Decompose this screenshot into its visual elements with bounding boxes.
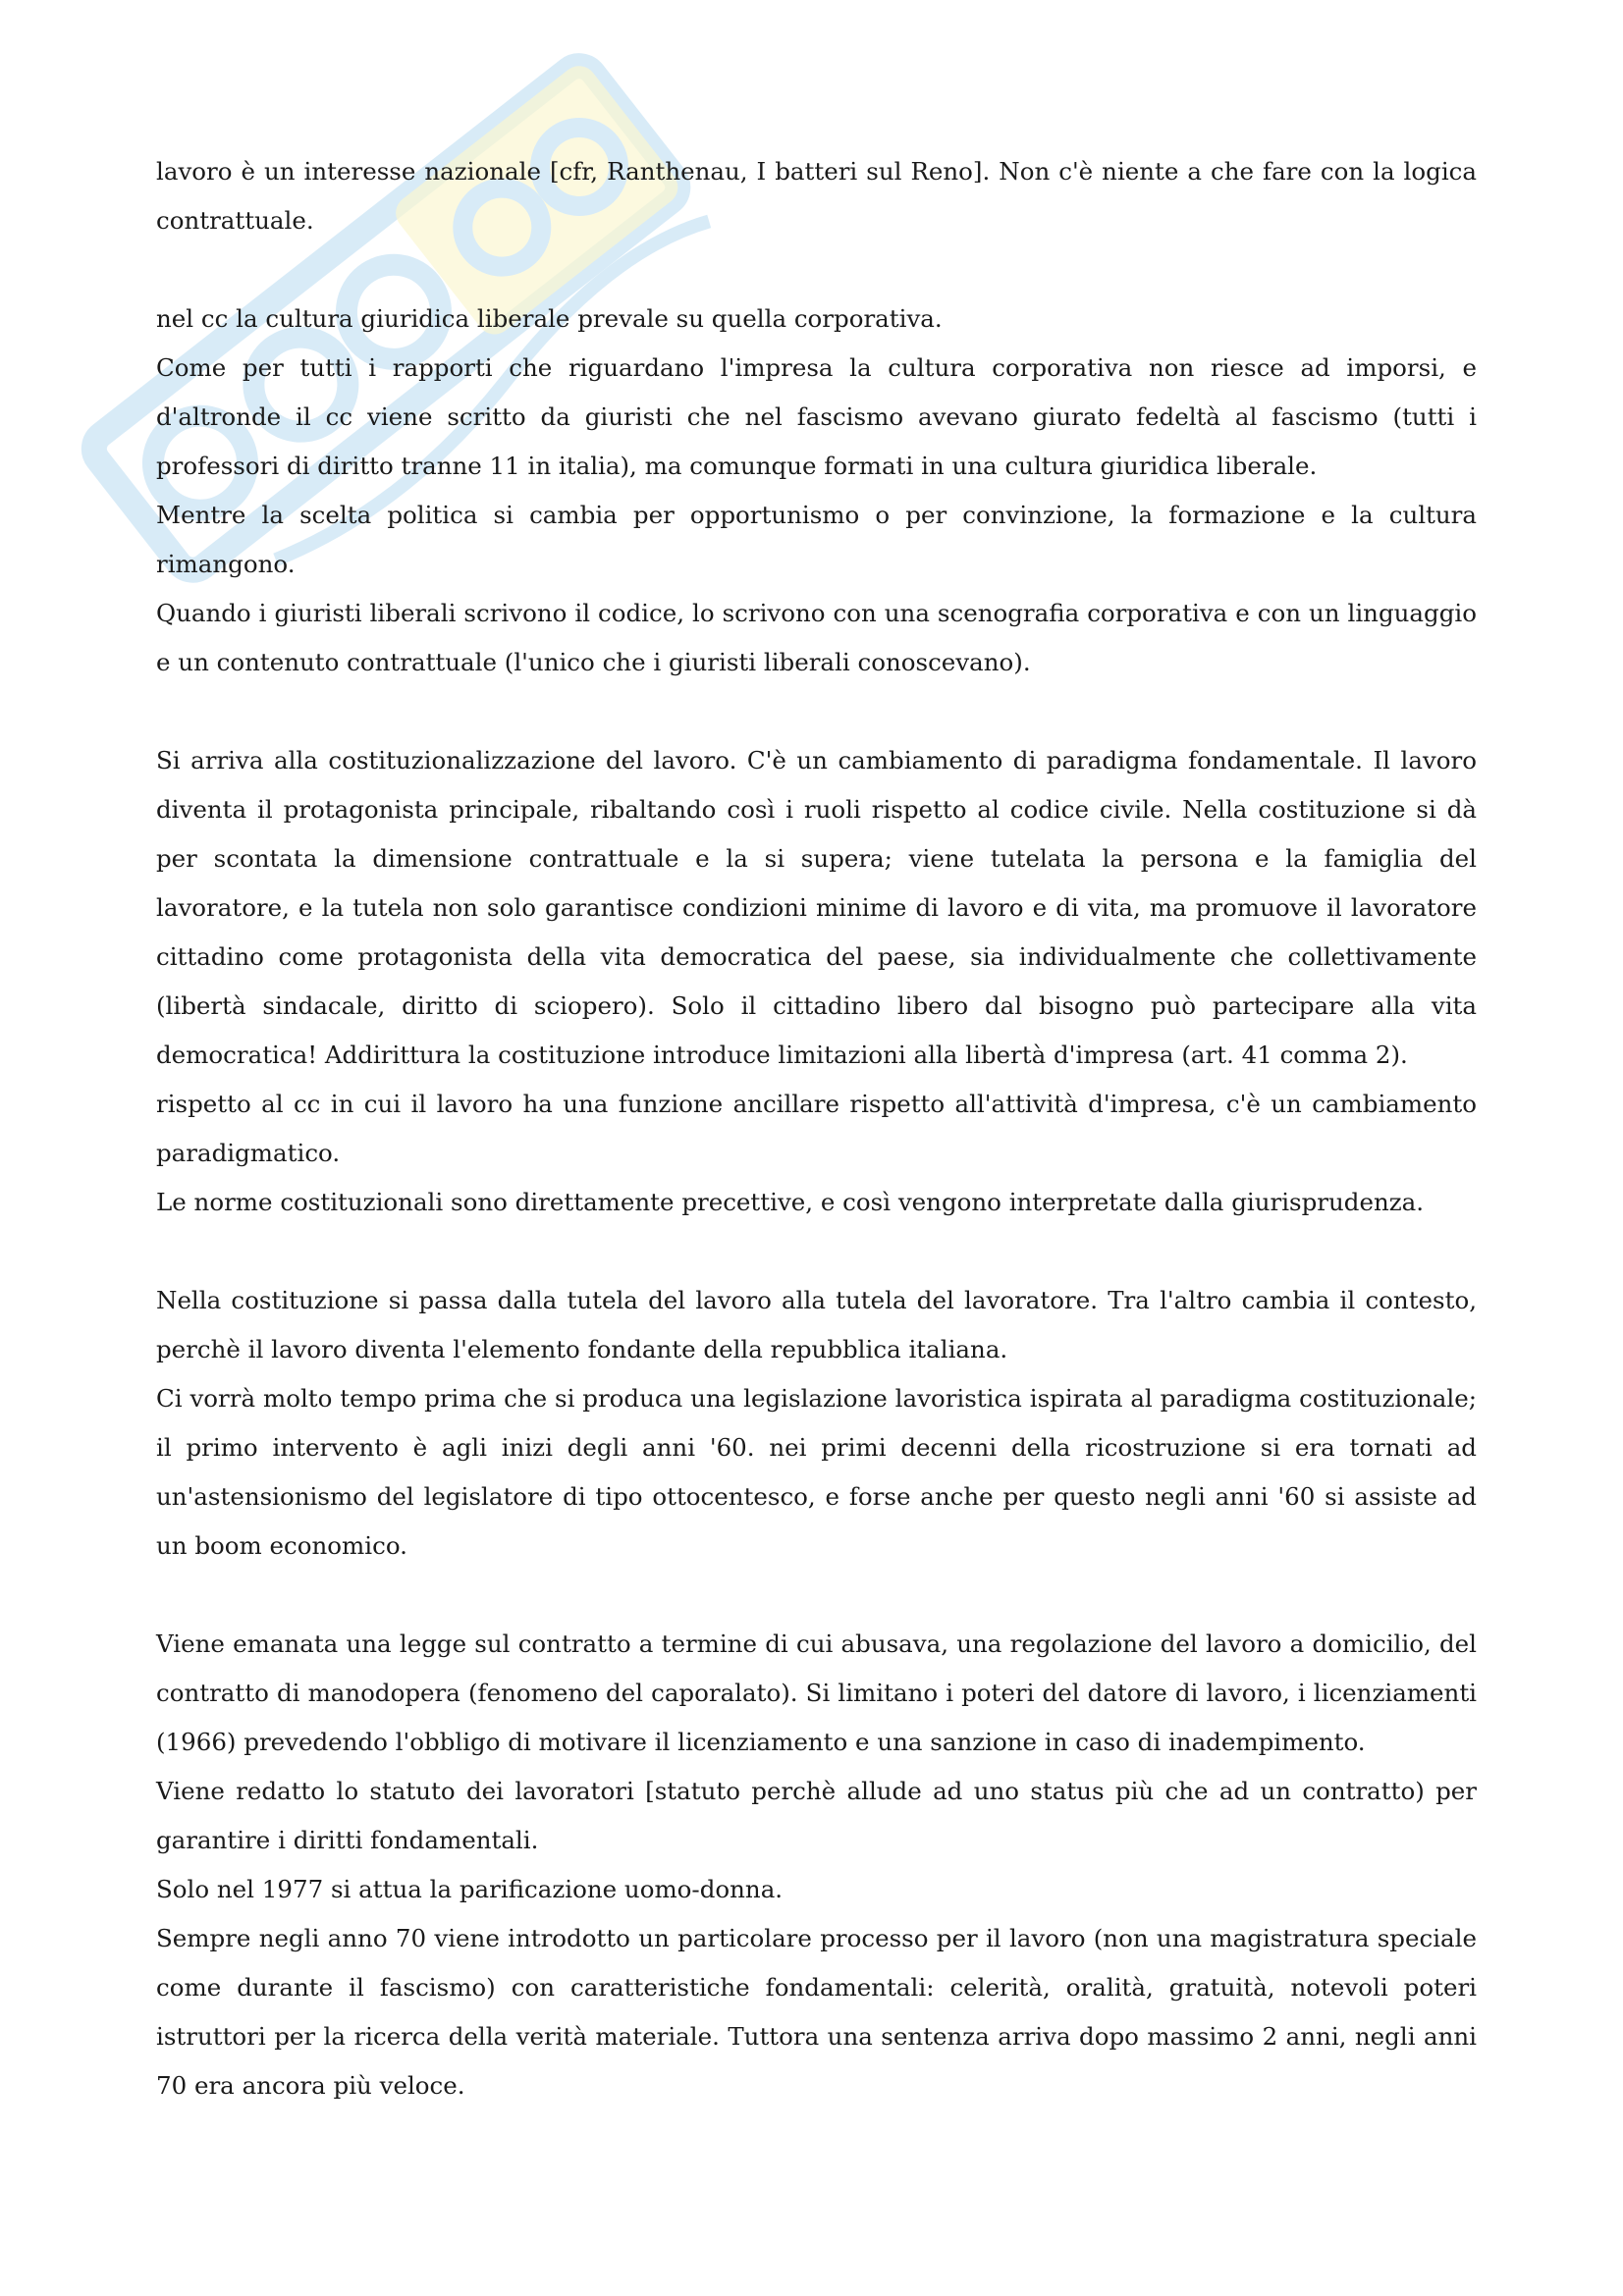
paragraph-gap — [156, 1227, 1477, 1276]
paragraph: Quando i giuristi liberali scrivono il codice, lo scrivono con una scenografia corporativa e con un linguaggio e un contenuto contrattuale (l'unico che i giuristi liberali conoscevano). — [156, 599, 1477, 676]
paragraph: Ci vorrà molto tempo prima che si produca una legislazione lavoristica ispirata al paradigma costituzionale; il primo intervento è agli inizi degli anni '60. nei primi decenni della ricostruzione si era tornati ad un'astensionismo del legislatore di tipo ottocentesco, e forse anche per questo negli anni '60 si assiste ad un boom economico. — [156, 1384, 1477, 1560]
paragraph: Viene emanata una legge sul contratto a termine di cui abusava, una regolazione del lavoro a domicilio, del contratto di manodopera (fenomeno del caporalato). Si limitano i poteri del datore di lavoro, i licenziamenti (1966) prevedendo l'obbligo di motivare il licenziamento e una sanzione in caso di inadempimento. — [156, 1629, 1477, 1756]
paragraph: Solo nel 1977 si attua la parificazione uomo-donna. — [156, 1875, 784, 1903]
paragraph: Sempre negli anno 70 viene introdotto un particolare processo per il lavoro (non una magistratura speciale come durante il fascismo) con caratteristiche fondamentali: celerità, oralità, gratuità, notevoli poteri istruttori per la ricerca della verità materiale. Tuttora una sentenza arriva dopo massimo 2 anni, negli anni 70 era ancora più veloce. — [156, 1924, 1477, 2100]
paragraph-gap — [156, 687, 1477, 736]
paragraph: nel cc la cultura giuridica liberale prevale su quella corporativa. — [156, 304, 943, 333]
paragraph: lavoro è un interesse nazionale [cfr, Ranthenau, I batteri sul Reno]. Non c'è niente a che fare con la logica contrattuale. — [156, 157, 1477, 235]
paragraph: rispetto al cc in cui il lavoro ha una funzione ancillare rispetto all'attività d'impresa, c'è un cambiamento paradigmatico. — [156, 1090, 1477, 1167]
paragraph-gap — [156, 245, 1477, 294]
paragraph: Si arriva alla costituzionalizzazione del lavoro. C'è un cambiamento di paradigma fondamentale. Il lavoro diventa il protagonista principale, ribaltando così i ruoli rispetto al codice civile. Nella costituzione si dà per scontata la dimensione contrattuale e la si supera; viene tutelata la persona e la famiglia del lavoratore, e la tutela non solo garantisce condizioni minime di lavoro e di vita, ma promuove il lavoratore cittadino come protagonista della vita democratica del paese, sia individualmente che collettivamente (libertà sindacale, diritto di sciopero). Solo il cittadino libero dal bisogno può partecipare alla vita democratica! Addirittura la costituzione introduce limitazioni alla libertà d'impresa (art. 41 comma 2). — [156, 746, 1477, 1069]
paragraph: Mentre la scelta politica si cambia per opportunismo o per convinzione, la formazione e la cultura rimangono. — [156, 501, 1477, 578]
paragraph-gap — [156, 1571, 1477, 1620]
paragraph: Viene redatto lo statuto dei lavoratori [statuto perchè allude ad uno status più che ad un contratto) per garantire i diritti fondamentali. — [156, 1777, 1477, 1854]
document-body — [156, 147, 1477, 2110]
paragraph: Come per tutti i rapporti che riguardano l'impresa la cultura corporativa non riesce ad imporsi, e d'altronde il cc viene scritto da giuristi che nel fascismo avevano giurato fedeltà al fascismo (tutti i professori di diritto tranne 11 in italia), ma comunque formati in una cultura giuridica liberale. — [156, 353, 1477, 480]
paragraph: Nella costituzione si passa dalla tutela del lavoro alla tutela del lavoratore. Tra l'altro cambia il contesto, perchè il lavoro diventa l'elemento fondante della repubblica italiana. — [156, 1286, 1477, 1363]
paragraph: Le norme costituzionali sono direttamente precettive, e così vengono interpretate dalla giurisprudenza. — [156, 1188, 1425, 1216]
